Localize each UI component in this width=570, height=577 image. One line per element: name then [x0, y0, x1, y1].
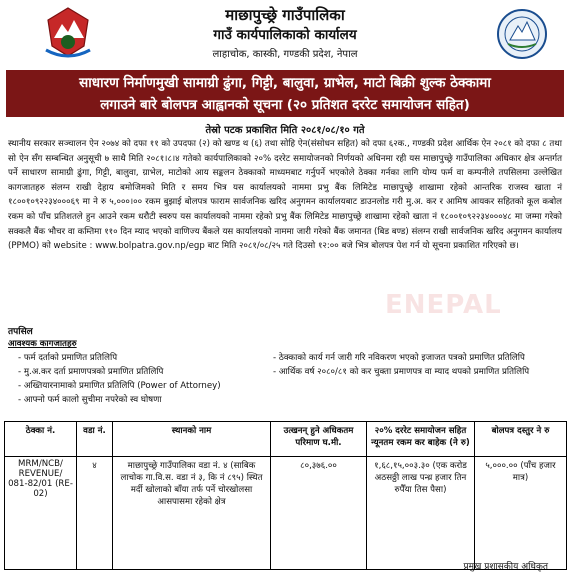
minimum-amount: १,६८,१५,००३.३० (एक करोड अठसठ्ठी लाख पन्ध्र हजार तिन रुपैँया तिस पैसा) [367, 457, 475, 570]
notice-title-banner [6, 70, 564, 117]
column-header: बोलपत्र दस्तुर ने रु [475, 422, 567, 457]
ward-number: ४ [77, 457, 113, 570]
documents-list [18, 351, 558, 407]
document-item: - मु.अ.कर दर्ता प्रमाणपत्रको प्रमाणित प्रतिलिपि [18, 367, 164, 377]
notice-body: स्थानीय सरकार सञ्चालन ऐन २०७४ को दफा ११ को उपदफा (२) को खण्ड थ (६) तथा सोहि ऐन(संसोधन सहित) को दफा ६२क., गण्डकी प्रदेश आर्थिक ऐन २०८१ को दफा ८ तथा सो ऐन सँग सम्बन्धित अनुसूची ७ साथै मिति २०८१।८।४ गतेको कार्यपालिकाको २०% दररेट समायोजनको निर्णयको अधिनमा रही यस माछापुच्छ्रे गाउँपालिका अधिकार क्षेत्र अन्तर्गत पर्ने साधारण सामाग्री ढुंगा, गिट्टी, बालुवा, ग्राभेल, माटोको आय सङ्कलन ठेक्काको माध्यमबाट गर्नुपर्ने भएकोले ठेक्का गर्नका लागि योग्य फर्म वा कम्पनीले तपसिलमा उल्लेखित कागजातहरु संलग्न राखी देहाय बमोजिमको मिति र समय भित्र यस कार्यालयको नाममा प्रभु बैंक लिमिटेड माछापुच्छ्रे शाखामा रहेको आन्तरिक राजस्व खाता नं १८००१०९२२३४०००६९ मा ने रु ५,०००।०० रकम बुझाई बोलपत्र फाराम सार्वजनिक खरिद अनुगमन कार्यालयबाट डाउनलोड गरी मु.अ. कर र आमिष आयकर सहितको कूल कबोल रकम को पाँच प्रतिशतले हुन आउने रकम धरौटी स्वरुप यस कार्यालयको नाममा रहेको प्रभु बैंक लिमिटेड माछापुच्छ्रे शाखामा रहेको खाता नं १८००१०९२२३४०००४८ मा जम्मा गरेको सक्कलै बैंक भौचर वा कम्तिमा ११० दिन म्याद भएको वाणिज्य बैंकले यस कार्यालयको नाममा जारी गरेको बैंक जमानत (बिड बण्ड) संलग्न राखी सार्वजनिक खरिद अनुगमन कार्यालय (PPMO) को website : www.bolpatra.gov.np/egp बाट मिति २०८१/०८/२५ गते दिउसो १२:०० बजे भित्र बोलपत्र पेश गर्न यो सूचना प्रकाशित गरिएको छ। [8, 139, 562, 252]
table-row [5, 457, 567, 570]
municipality-seal-icon [496, 8, 548, 60]
document-item: - ठेक्काको कार्य गर्न जारी गरि नविकरण भएको इजाजत पत्रको प्रमाणित प्रतिलिपि [273, 353, 525, 363]
column-header: ठेक्का नं. [5, 422, 77, 457]
list-item [18, 379, 558, 393]
bid-fee: ५,०००.०० (पाँच हजार मात्र) [475, 457, 567, 570]
column-header: २०% दररेट समायोजन सहित न्यूनतम रकम कर बाहेक (ने रु) [367, 422, 475, 457]
signatory-title: प्रमुख प्रशासकीय अधिकृत [463, 562, 548, 572]
details-title: तपसिल [8, 327, 33, 337]
org-name: माछापुच्छ्रे गाउँपालिका [225, 6, 345, 24]
banner-line-1: साधारण निर्माणमुखी सामाग्री ढुंगा, गिट्टी, बालुवा, ग्राभेल, माटो बिक्री शुल्क ठेक्कामा [79, 75, 491, 91]
list-item [18, 365, 558, 379]
document-item: - फर्म दर्ताको प्रमाणित प्रतिलिपि [18, 353, 118, 363]
list-item [18, 351, 558, 365]
max-quantity: ८०,३७६.०० [271, 457, 367, 570]
office-address: लाहाचोक, कास्की, गण्डकी प्रदेश, नेपाल [212, 49, 358, 60]
documents-heading: आवश्यक कागजातहरु [8, 339, 77, 349]
document-item: - अख्तियारनामाको प्रमाणित प्रतिलिपि (Power of Attorney) [18, 381, 221, 391]
watermark: ENEPAL [385, 290, 502, 320]
banner-line-2: लगाउने बारे बोलपत्र आह्वानको सूचना (२० प्रतिशत दररेट समायोजन सहित) [100, 97, 470, 113]
table-header-row [5, 422, 567, 457]
document-item: - आर्थिक वर्ष २०८०/८१ को कर चुक्ता प्रमाणपत्र वा म्याद थपको प्रमाणित प्रतिलिपि [273, 367, 530, 377]
publication-date-line: तेस्रो पटक प्रकाशित मिति २०८१/०८/१० गते [205, 125, 365, 136]
list-item [18, 393, 558, 407]
bid-table [4, 421, 567, 570]
location-name: माछापुच्छ्रे गाउँपालिका वडा नं. ४ (साबिक लाचोक गा.वि.स. वडा नं ३, कि नं ८९५) स्थित मर्दी खोलाको बाँया तर्फ पर्ने चोरखोलसा आसपासमा रहेको क्षेत्र [113, 457, 271, 570]
column-header: स्थानको नाम [113, 422, 271, 457]
document-item: - आफ्नो फर्म कालो सुचीमा नपरेको स्व घोषणा [18, 395, 162, 405]
contract-number: MRM/NCB/ REVENUE/ 081-82/01 (RE-02) [5, 457, 77, 570]
office-name: गाउँ कार्यपालिकाको कार्यालय [213, 27, 357, 43]
column-header: उत्खनन् हुने अधिकतम परिमाण घ.मी. [271, 422, 367, 457]
column-header: वडा नं. [77, 422, 113, 457]
